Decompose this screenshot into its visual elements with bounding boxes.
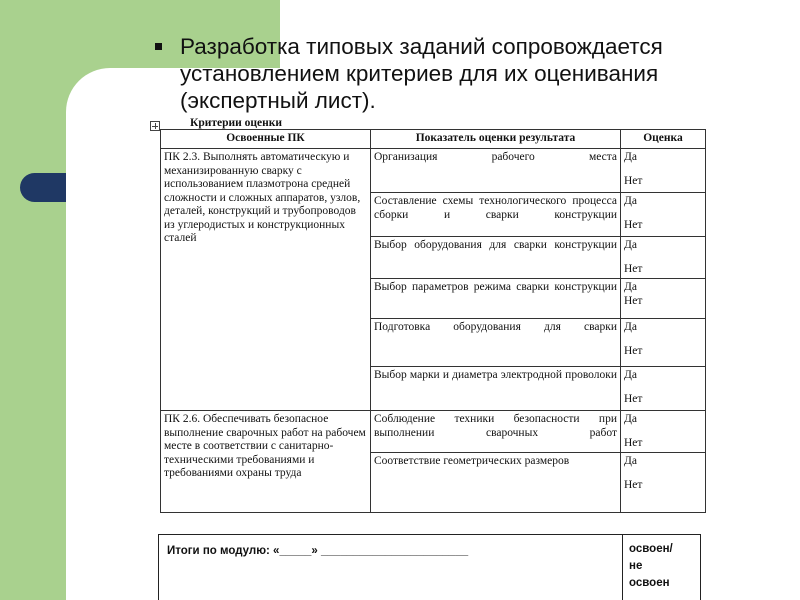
indicator-cell: Подготовка оборудования для сварки xyxy=(371,319,621,367)
grade-cell: Да Нет xyxy=(621,411,706,453)
indicator-cell: Соответствие геометрических размеров xyxy=(371,453,621,513)
competency-pk-2-6: ПК 2.6. Обеспечивать безопасное выполнение сварочных работ на рабочем месте в соответствии с санитарно-техническими требованиями и требованиями охраны труда xyxy=(161,411,371,513)
grade-cell: Да Нет xyxy=(621,319,706,367)
criteria-title: Критерии оценки xyxy=(190,117,282,129)
grade-cell: Да Нет xyxy=(621,453,706,513)
indicator-cell: Выбор параметров режима сварки конструкции xyxy=(371,279,621,319)
indicator-cell: Выбор марки и диаметра электродной проволоки xyxy=(371,367,621,411)
result-label: Итоги по модулю: «_____» _______________________ xyxy=(167,545,469,557)
table-row xyxy=(161,411,706,453)
bullet-icon xyxy=(155,43,162,50)
slide-heading: Разработка типовых заданий сопровождается установлением критериев для их оценивания (экспертный лист). xyxy=(180,34,663,113)
grade-cell: Да Нет xyxy=(621,279,706,319)
grade-cell: Да Нет xyxy=(621,237,706,279)
criteria-table xyxy=(160,129,706,513)
indicator-cell: Составление схемы технологического процесса сборки и сварки конструкции xyxy=(371,193,621,237)
table-row xyxy=(161,149,706,193)
table-move-handle-icon[interactable] xyxy=(150,121,160,131)
result-divider xyxy=(622,535,623,600)
grade-cell: Да Нет xyxy=(621,367,706,411)
indicator-cell: Организация рабочего места xyxy=(371,149,621,193)
indicator-cell: Соблюдение техники безопасности при выполнении сварочных работ xyxy=(371,411,621,453)
competency-pk-2-3: ПК 2.3. Выполнять автоматическую и механизированную сварку с использованием плазмотрона средней сложности и сложных аппаратов, узлов, деталей, конструкций и трубопроводов из углеродистых и конструкционных сталей xyxy=(161,149,371,411)
table-header-row xyxy=(161,130,706,149)
column-header: Показатель оценки результата xyxy=(371,130,621,149)
column-header: Освоенные ПК xyxy=(161,130,371,149)
module-result-box xyxy=(158,534,701,600)
grade-cell: Да Нет xyxy=(621,149,706,193)
result-status: освоен/ не освоен xyxy=(629,543,673,589)
indicator-cell: Выбор оборудования для сварки конструкции xyxy=(371,237,621,279)
column-header: Оценка xyxy=(621,130,706,149)
grade-cell: Да Нет xyxy=(621,193,706,237)
